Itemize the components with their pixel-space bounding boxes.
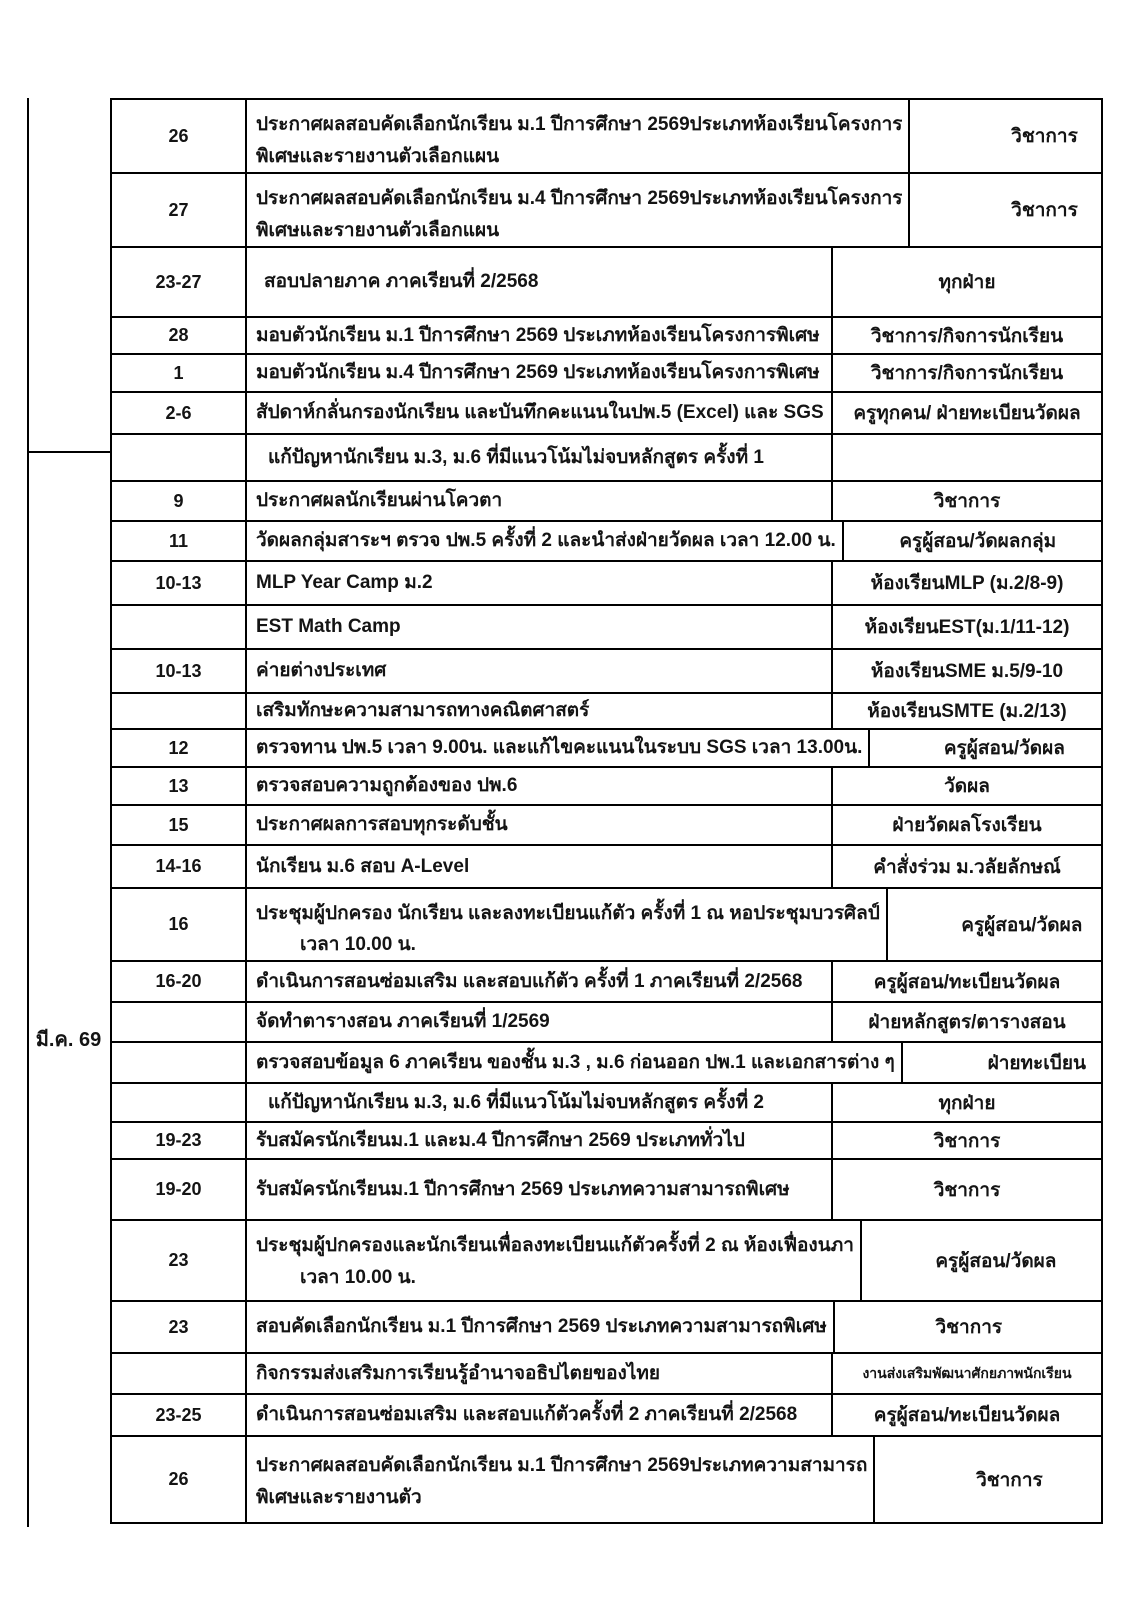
table-row [112, 650, 1101, 694]
responsible-cell: ทุกฝ่าย [938, 272, 996, 293]
date-cell: 16-20 [112, 962, 247, 1001]
activity-text-line: ดำเนินการสอนซ่อมเสริม และสอบแก้ตัว ครั้งที่ 1 ภาคเรียนที่ 2/2568 [256, 970, 803, 992]
table-row [112, 806, 1101, 846]
activity-text-line: สัปดาห์กลั่นกรองนักเรียน และบันทึกคะแนนในปพ.5 (Excel) และ SGS [256, 402, 824, 423]
activity-text-line: ประกาศผลสอบคัดเลือกนักเรียน ม.1 ปีการศึกษา 2569ประเภทห้องเรียนโครงการ [256, 114, 903, 135]
responsible-cell: ฝ่ายทะเบียน [987, 1052, 1086, 1074]
responsible-cell: ครูทุกคน/ ฝ่ายทะเบียนวัดผล [853, 403, 1081, 424]
responsible-cell: ห้องเรียนEST(ม.1/11-12) [864, 617, 1070, 638]
responsible-cell: งานส่งเสริมพัฒนาศักยภาพนักเรียน [862, 1364, 1072, 1381]
month-separator-line [27, 451, 112, 453]
activity-text-line: รับสมัครนักเรียนม.1 ปีการศึกษา 2569 ประเภทความสามารถพิเศษ [256, 1178, 790, 1200]
activity-text-line: มอบตัวนักเรียน ม.1 ปีการศึกษา 2569 ประเภทห้องเรียนโครงการพิเศษ [256, 324, 820, 346]
date-cell: 23-27 [112, 248, 247, 316]
month-column-border [27, 98, 29, 1527]
activity-cell [247, 482, 833, 520]
activity-cell [247, 806, 833, 844]
table-row [112, 1123, 1101, 1160]
date-cell: 13 [112, 768, 247, 804]
date-cell: 2-6 [112, 393, 247, 433]
date-cell [112, 1354, 247, 1393]
table-row [112, 730, 1101, 768]
activity-cell [247, 1123, 833, 1158]
responsible-cell: วิชาการ [933, 1130, 1001, 1152]
activity-text-line: MLP Year Camp ม.2 [256, 572, 433, 593]
activity-text-line: ตรวจสอบข้อมูล 6 ภาคเรียน ของชั้น ม.3 , ม.6 ก่อนออก ปพ.1 และเอกสารต่าง ๆ [256, 1051, 895, 1073]
activity-text-line: พิเศษและรายงานตัวเลือกแผน [256, 219, 500, 241]
activity-text-line: พิเศษและรายงานตัว [256, 1487, 422, 1508]
table-row [112, 606, 1101, 650]
responsible-cell [833, 435, 1101, 480]
activity-text-line: มอบตัวนักเรียน ม.4 ปีการศึกษา 2569 ประเภทห้องเรียนโครงการพิเศษ [256, 362, 820, 383]
table-row [112, 1221, 1101, 1302]
table-row [112, 1084, 1101, 1123]
activity-cell [247, 393, 833, 433]
table-row [112, 522, 1101, 562]
responsible-cell: วิชาการ [935, 1317, 1003, 1338]
activity-text-line: ประกาศผลสอบคัดเลือกนักเรียน ม.1 ปีการศึกษา 2569ประเภทความสามารถ [256, 1455, 868, 1476]
activity-text-line: สอบปลายภาค ภาคเรียนที่ 2/2568 [264, 271, 539, 292]
activity-text-line: EST Math Camp [256, 616, 401, 637]
responsible-cell: วิชาการ [1011, 126, 1078, 147]
activity-text-line: ประชุมผู้ปกครอง นักเรียน และลงทะเบียนแก้ตัว ครั้งที่ 1 ณ หอประชุมบวรศิลป์ [256, 903, 880, 924]
responsible-cell: วิชาการ/กิจการนักเรียน [870, 363, 1064, 384]
responsible-cell: ครูผู้สอน/ทะเบียนวัดผล [873, 971, 1061, 993]
responsible-cell: ห้องเรียนSMTE (ม.2/13) [867, 701, 1067, 722]
activity-cell [247, 694, 833, 728]
table-row [112, 1395, 1101, 1437]
activity-cell [247, 1221, 862, 1300]
activity-cell [247, 100, 910, 172]
date-cell: 19-23 [112, 1123, 247, 1158]
date-cell: 27 [112, 174, 247, 246]
responsible-cell: ครูผู้สอน/วัดผล [961, 914, 1083, 936]
activity-text-line: ดำเนินการสอนซ่อมเสริม และสอบแก้ตัวครั้งที่ 2 ภาคเรียนที่ 2/2568 [256, 1404, 798, 1425]
date-cell [112, 1043, 247, 1082]
responsible-cell: วัดผล [944, 776, 990, 797]
activity-text-line: นักเรียน ม.6 สอบ A-Level [256, 855, 470, 877]
activity-cell [247, 1302, 835, 1352]
date-cell: 1 [112, 355, 247, 391]
responsible-cell: คำสั่งร่วม ม.วลัยลักษณ์ [873, 856, 1061, 878]
date-cell [112, 435, 247, 480]
activity-cell [247, 174, 910, 246]
responsible-cell: ฝ่ายหลักสูตร/ตารางสอน [868, 1012, 1066, 1033]
table-row [112, 1437, 1101, 1522]
responsible-cell: ครูผู้สอน/วัดผลกลุ่ม [899, 531, 1057, 552]
responsible-cell: ฝ่ายวัดผลโรงเรียน [892, 815, 1042, 836]
activity-cell [247, 1437, 875, 1522]
table-row [112, 1003, 1101, 1043]
table-row [112, 435, 1101, 482]
activity-cell [247, 1354, 833, 1393]
activity-text-line: กิจกรรมส่งเสริมการเรียนรู้อำนาจอธิปไตยของไทย [256, 1362, 661, 1384]
responsible-cell: ห้องเรียนMLP (ม.2/8-9) [870, 573, 1064, 594]
table-row [112, 1160, 1101, 1221]
date-cell [112, 606, 247, 648]
table-row [112, 393, 1101, 435]
table-row [112, 962, 1101, 1003]
responsible-cell: ครูผู้สอน/ทะเบียนวัดผล [873, 1405, 1061, 1426]
date-cell [112, 694, 247, 728]
activity-cell [247, 1395, 833, 1435]
table-row [112, 889, 1101, 962]
responsible-cell: วิชาการ [976, 1469, 1043, 1491]
responsible-cell: ทุกฝ่าย [938, 1092, 996, 1114]
table-row [112, 248, 1101, 318]
activity-text-line: ตรวจทาน ปพ.5 เวลา 9.00น. และแก้ไขคะแนนในระบบ SGS เวลา 13.00น. [256, 737, 863, 758]
activity-cell [247, 962, 833, 1001]
table-row [112, 174, 1101, 248]
activity-text-line: รับสมัครนักเรียนม.1 และม.4 ปีการศึกษา 2569 ประเภททั่วไป [256, 1129, 745, 1151]
activity-text-line: แก้ปัญหานักเรียน ม.3, ม.6 ที่มีแนวโน้มไม่จบหลักสูตร ครั้งที่ 2 [268, 1091, 764, 1113]
responsible-cell: ห้องเรียนSME ม.5/9-10 [870, 661, 1064, 682]
activity-text-line: เวลา 10.00 น. [300, 934, 416, 955]
table-row [112, 1043, 1101, 1084]
activity-cell [247, 522, 844, 560]
date-cell: 19-20 [112, 1160, 247, 1219]
date-cell: 9 [112, 482, 247, 520]
date-cell: 10-13 [112, 650, 247, 692]
activity-cell [247, 562, 833, 604]
date-cell: 28 [112, 318, 247, 353]
activity-text-line: ประกาศผลนักเรียนผ่านโควตา [256, 490, 503, 511]
activity-cell [247, 730, 870, 766]
activity-cell [247, 1043, 903, 1082]
activity-cell [247, 606, 833, 648]
activity-cell [247, 846, 833, 887]
date-cell: 26 [112, 1437, 247, 1522]
activity-text-line: พิเศษและรายงานตัวเลือกแผน [256, 145, 500, 167]
activity-text-line: เวลา 10.00 น. [300, 1267, 416, 1288]
activity-text-line: ค่ายต่างประเทศ [256, 660, 387, 681]
date-cell: 14-16 [112, 846, 247, 887]
table-row [112, 100, 1101, 174]
date-cell: 15 [112, 806, 247, 844]
table-row [112, 846, 1101, 889]
date-cell: 16 [112, 889, 247, 960]
table-row [112, 355, 1101, 393]
date-cell: 26 [112, 100, 247, 172]
responsible-cell: วิชาการ [933, 1179, 1001, 1201]
activity-text-line: ตรวจสอบความถูกต้องของ ปพ.6 [256, 775, 518, 796]
date-cell: 23 [112, 1221, 247, 1300]
activity-text-line: สอบคัดเลือกนักเรียน ม.1 ปีการศึกษา 2569 ประเภทความสามารถพิเศษ [256, 1316, 827, 1337]
activity-text-line: เสริมทักษะความสามารถทางคณิตศาสตร์ [256, 700, 590, 721]
activity-cell [247, 1160, 833, 1219]
date-cell: 11 [112, 522, 247, 560]
date-cell [112, 1084, 247, 1121]
table-row [112, 482, 1101, 522]
activity-cell [247, 1084, 833, 1121]
activity-cell [247, 889, 888, 960]
responsible-cell: วิชาการ/กิจการนักเรียน [870, 325, 1064, 347]
activity-text-line: แก้ปัญหานักเรียน ม.3, ม.6 ที่มีแนวโน้มไม่จบหลักสูตร ครั้งที่ 1 [268, 446, 764, 468]
activity-cell [247, 435, 833, 480]
calendar-rows [110, 98, 1103, 1524]
responsible-cell: วิชาการ [1011, 200, 1078, 221]
date-cell [112, 1003, 247, 1041]
activity-text-line: ประกาศผลการสอบทุกระดับชั้น [256, 814, 508, 835]
table-row [112, 768, 1101, 806]
responsible-cell: วิชาการ [933, 491, 1001, 512]
date-cell: 23-25 [112, 1395, 247, 1435]
table-row [112, 694, 1101, 730]
activity-text-line: วัดผลกลุ่มสาระฯ ตรวจ ปพ.5 ครั้งที่ 2 และนำส่งฝ่ายวัดผล เวลา 12.00 น. [256, 530, 836, 551]
activity-text-line: ประกาศผลสอบคัดเลือกนักเรียน ม.4 ปีการศึกษา 2569ประเภทห้องเรียนโครงการ [256, 188, 903, 209]
responsible-cell: ครูผู้สอน/วัดผล [943, 738, 1065, 759]
date-cell: 10-13 [112, 562, 247, 604]
activity-cell [247, 248, 833, 316]
activity-cell [247, 1003, 833, 1041]
date-cell: 23 [112, 1302, 247, 1352]
activity-cell [247, 768, 833, 804]
table-row [112, 1354, 1101, 1395]
table-row [112, 1302, 1101, 1354]
table-row [112, 318, 1101, 355]
date-cell: 12 [112, 730, 247, 766]
month-label: มี.ค. 69 [35, 1029, 102, 1051]
responsible-cell: ครูผู้สอน/วัดผล [935, 1250, 1057, 1272]
activity-cell [247, 650, 833, 692]
activity-cell [247, 355, 833, 391]
activity-text-line: ประชุมผู้ปกครองและนักเรียนเพื่อลงทะเบียนแก้ตัวครั้งที่ 2 ณ ห้องเฟื่องนภา [256, 1235, 854, 1256]
activity-text-line: จัดทำตารางสอน ภาคเรียนที่ 1/2569 [256, 1011, 550, 1032]
table-row [112, 562, 1101, 606]
activity-cell [247, 318, 833, 353]
